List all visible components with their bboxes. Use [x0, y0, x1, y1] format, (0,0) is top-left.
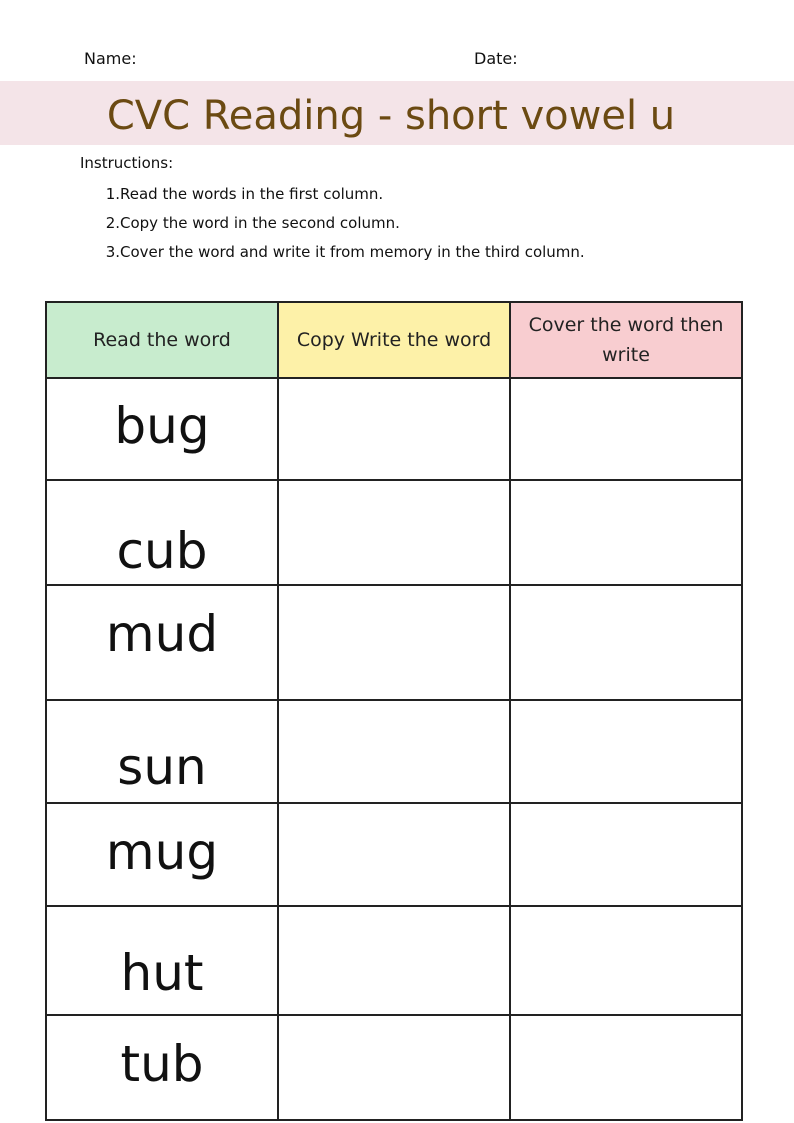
- header-read-the-word: Read the word: [46, 302, 278, 378]
- instruction-step-3: 3.Cover the word and write it from memory in the third column.: [105, 243, 585, 261]
- copy-write-cell[interactable]: [278, 700, 510, 803]
- copy-write-cell[interactable]: [278, 906, 510, 1015]
- cover-write-cell[interactable]: [510, 700, 742, 803]
- cover-write-cell[interactable]: [510, 803, 742, 906]
- worksheet-table: [45, 301, 743, 1121]
- table-row: [46, 585, 742, 700]
- table-row: [46, 480, 742, 585]
- page-title: CVC Reading - short vowel u: [106, 93, 676, 139]
- copy-write-cell[interactable]: [278, 803, 510, 906]
- copy-write-cell[interactable]: [278, 585, 510, 700]
- table-row: [46, 906, 742, 1015]
- header-copy-write-the-word: Copy Write the word: [278, 302, 510, 378]
- word-cell: bug: [46, 378, 278, 480]
- copy-write-cell[interactable]: [278, 1015, 510, 1120]
- word-cell: mud: [46, 585, 278, 700]
- copy-write-cell[interactable]: [278, 480, 510, 585]
- table-header-row: [46, 302, 742, 378]
- header-cover-the-word: Cover the word then write: [510, 302, 742, 378]
- cover-write-cell[interactable]: [510, 480, 742, 585]
- instruction-step-1: 1.Read the words in the first column.: [105, 185, 384, 203]
- table-row: [46, 1015, 742, 1120]
- word-cell: mug: [46, 803, 278, 906]
- date-label: Date:: [474, 49, 518, 68]
- word-cell: cub: [46, 480, 278, 585]
- cover-write-cell[interactable]: [510, 906, 742, 1015]
- copy-write-cell[interactable]: [278, 378, 510, 480]
- word-cell: sun: [46, 700, 278, 803]
- name-label: Name:: [84, 49, 137, 68]
- instructions-list: [104, 182, 585, 269]
- title-band: [0, 81, 794, 145]
- table-row: [46, 803, 742, 906]
- word-cell: hut: [46, 906, 278, 1015]
- table-row: [46, 700, 742, 803]
- word-cell: tub: [46, 1015, 278, 1120]
- instruction-step-2: 2.Copy the word in the second column.: [105, 214, 400, 232]
- cover-write-cell[interactable]: [510, 378, 742, 480]
- instructions-label: Instructions:: [80, 154, 174, 172]
- cover-write-cell[interactable]: [510, 585, 742, 700]
- table-row: [46, 378, 742, 480]
- cover-write-cell[interactable]: [510, 1015, 742, 1120]
